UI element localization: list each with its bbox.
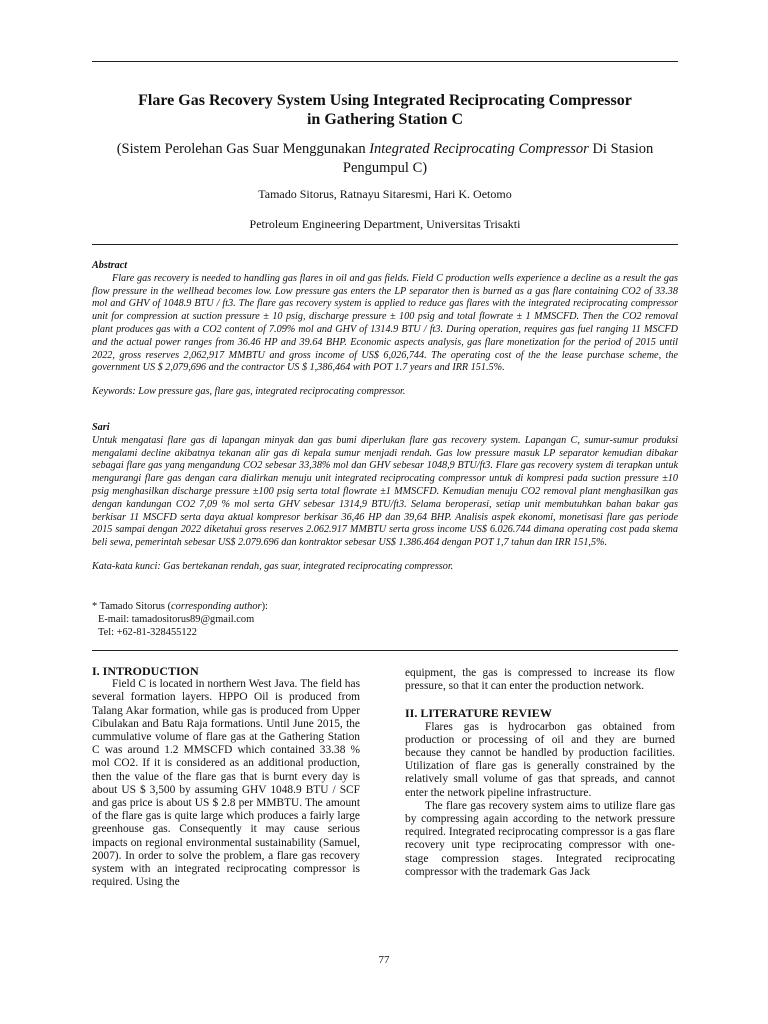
corresponding-author [92, 600, 678, 639]
corresponding-tel: Tel: +62-81-328455122 [98, 627, 197, 638]
literature-para-2: The flare gas recovery system aims to utilize flare gas by compressing again according to the network pressure required. Integrated reciprocating compressor is a gas flare recovery unit type reciprocating compressor with one-stage compression stages. Integrated reciprocating compressor with the trademark Gas Jack [405, 799, 675, 878]
affiliation: Petroleum Engineering Department, Universitas Trisakti [249, 217, 521, 231]
right-column [405, 667, 675, 879]
literature-para-1: Flares gas is hydrocarbon gas obtained from production or processing of oil and they are burned because they cannot be handled by production facilities. Utilization of flare gas is generally constrained by the relatively small volume of gas that spreads, and cannot enter the network pipeline infrastructure. [405, 720, 675, 799]
corresponding-role: corresponding author [171, 601, 262, 612]
abstract-text: Flare gas recovery is needed to handling gas flares in oil and gas fields. Field C production wells experience a decline as a result the gas flow pressure in the wellhead becomes low. Low pressure gas enters the LP separator then is burned as a gas flare containing CO2 of 33.38 mol and GHV of 1048.9 BTU / ft3. The flare gas recovery system is applied to reduce gas flares with the integrated reciprocating compressor unit for compression at suction pressure ± 10 psig, discharge pressure ± 100 psig and total flowrate ± 1 MMSCFD. Then the CO2 removal plant produces gas with a CO2 content of 7.09% mol and GHV of 1314.9 BTU / ft3. During operation, requires gas fuel ranging 11 MSCFD and the actual power ranges from 36.46 HP and 39.64 BHP. Economic aspects analysis, gas flare monetization for the period of 2015 until 2022, gross reserves 2,062,917 MMBTU and gross income of US$ 6,026,744. The operating cost of the the lease purchase scheme, the government US $ 2,079,696 and the contractor US $ 1,386,464 with POT 1.7 years and IRR 151.5%. [92, 272, 678, 374]
title-line-2: in Gathering Station C [306, 111, 463, 128]
abstract-heading: Abstract [92, 260, 128, 271]
author-list: Tamado Sitorus, Ratnayu Sitaresmi, Hari K. Oetomo [258, 187, 512, 201]
sari-heading: Sari [92, 422, 110, 433]
body-top-rule [92, 650, 678, 651]
title-line-1: Flare Gas Recovery System Using Integrated Reciprocating Compressor [138, 92, 632, 109]
sari-keywords: Kata-kata kunci: Gas bertekanan rendah, gas suar, integrated reciprocating compressor. [92, 560, 454, 572]
corresponding-name [92, 600, 678, 613]
top-rule [92, 61, 678, 62]
intro-text: Field C is located in northern West Java. The field has several formation layers. HPPO Oil is produced from Talang Akar formation, while gas is produced from Upper Cibulakan and Batu Raja formations. Until June 2015, the cummulative volume of flare gas at the Gathering Station C was around 1.2 MMSCFD which contained 33.38 % mol CO2. If it is considered as an additional production, then the value of the flare gas that is burnt every day is about US $ 3,500 by assuming GHV 1048.9 BTU / SCF and gas price is about US $ 2.8 per MMBTU. The amount of the flare gas is quite large which produces a fairly large greenhouse gas. Consequently it may cause serious impacts on regional environmental sustainability (Samuel, 2007). In order to solve the problem, a flare gas recovery system with an integrated reciprocating compressor is required. Using the [92, 678, 360, 889]
intro-heading: I. INTRODUCTION [92, 664, 199, 678]
sari-section [92, 422, 678, 574]
abstract-top-rule [92, 244, 678, 245]
subtitle-open: (Sistem Perolehan Gas Suar Menggunakan [116, 141, 370, 157]
abstract-section [92, 260, 678, 399]
intro-continuation: equipment, the gas is compressed to increase its flow pressure, so that it can enter the production network. [405, 667, 675, 693]
literature-heading: II. LITERATURE REVIEW [405, 706, 552, 721]
corresponding-email: E-mail: tamadositorus89@gmail.com [98, 614, 255, 625]
subtitle-italic: Integrated Reciprocating Compressor [369, 141, 589, 157]
subtitle-close: Di Stasion Pengumpul C) [342, 141, 654, 176]
paper-title [92, 91, 678, 129]
paper-subtitle [92, 140, 678, 178]
abstract-keywords: Keywords: Low pressure gas, flare gas, integrated reciprocating compressor. [92, 386, 406, 398]
corresponding-suffix: ): [261, 601, 268, 612]
left-column [92, 665, 360, 889]
corresponding-prefix: * Tamado Sitorus ( [92, 601, 172, 612]
sari-text: Untuk mengatasi flare gas di lapangan minyak dan gas bumi diperlukan flare gas recovery system. Lapangan C, sumur-sumur produksi mengalami decline akibatnya tekanan alir gas di kepala sumur menjadi rendah. Gas low pressure masuk LP separator kemudian dibakar sebagai flare gas yang mengandung CO2 sebesar 33,38% mol dan GHV sebesar 1048,9 BTU/ft3. Flare gas recovery system di terapkan untuk mengurangi flare gas dengan cara dialirkan menuju unit integrated reciprocating compressor untuk di kompresi pada suction pressure ±10 psig menghasilkan discharge pressure ±100 psig serta total flowrate ±1 MMSCFD. Kemudian menuju CO2 removal plant menghasilkan gas dengan kandungan CO2 7,09 % mol serta GHV sebesar 1314,9 BTU/ft3. Selama beroperasi, setiap unit membutuhkan bahan bakar gas berkisar 11 MSCFD serta daya aktual kompresor berkisar 36,46 HP dan 39,64 BHP. Analisis aspek ekonomi, monetisasi flare gas periode 2015 sampai dengan 2022 diketahui gross reserves 2.062.917 MMBTU serta gross income US$ 6.026.744 dimana operating cost pada skema beli sewa, pemerintah sebesar US$ 2.079.696 dan kontraktor sebesar US$ 1.386.464 dengan POT 1,7 tahun dan IRR 151,5%. [92, 434, 678, 549]
page-number: 77 [378, 954, 390, 966]
